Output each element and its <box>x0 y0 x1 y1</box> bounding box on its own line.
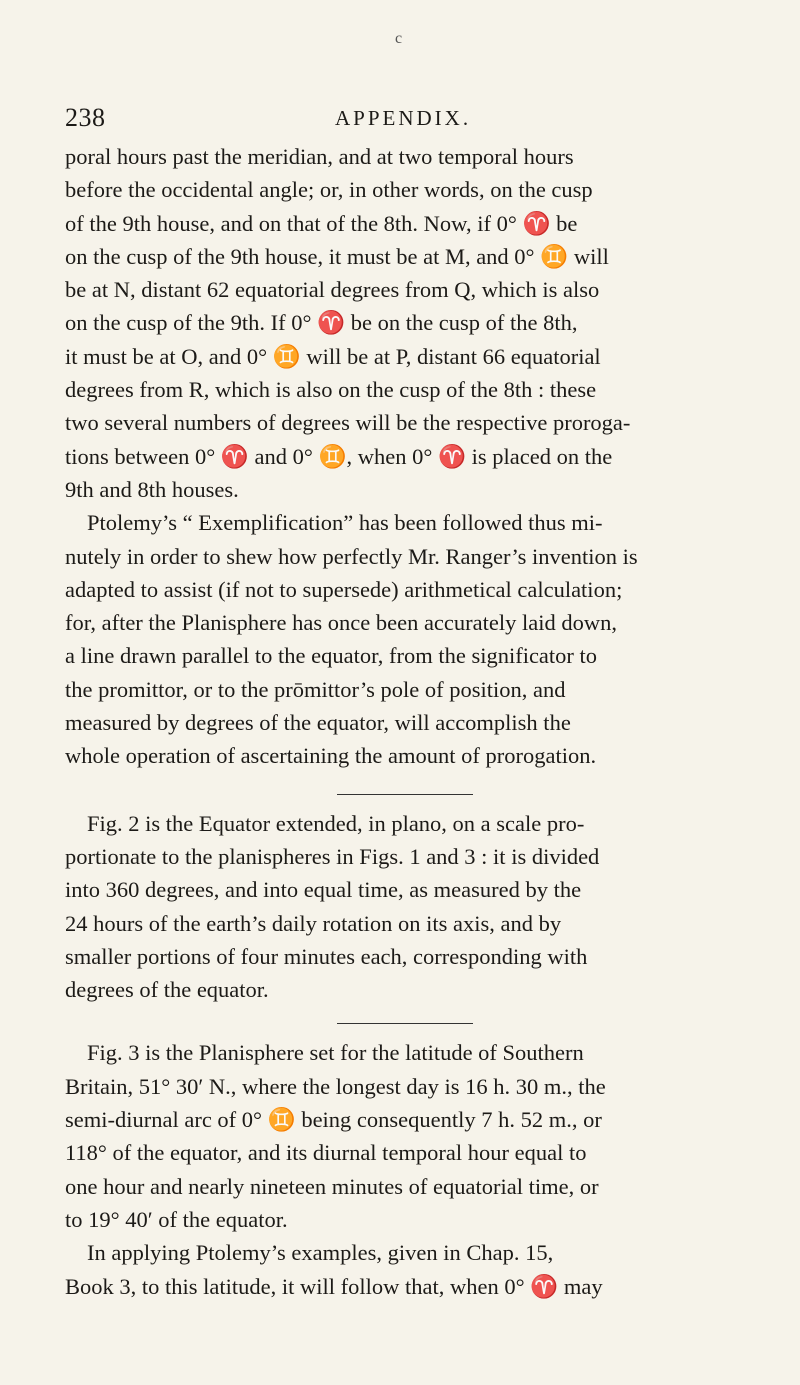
text-line: Britain, 51° 30′ N., where the longest day is 16 h. 30 m., the <box>65 1073 606 1099</box>
paragraph-fig-2 <box>65 807 745 1007</box>
text-line: it must be at O, and 0° ♊ will be at P, distant 66 equatorial <box>65 343 601 369</box>
text-line: 24 hours of the earth’s daily rotation on its axis, and by <box>65 910 562 936</box>
paragraph-exemplification <box>65 506 745 772</box>
text-line: be at N, distant 62 equatorial degrees from Q, which is also <box>65 277 600 303</box>
text-line: before the occidental angle; or, in other words, on the cusp <box>65 177 593 203</box>
text-line: on the cusp of the 9th. If 0° ♈ be on the cusp of the 8th, <box>65 310 578 336</box>
paragraph-prorogations <box>65 140 745 506</box>
text-line: whole operation of ascertaining the amount of prorogation. <box>65 743 597 769</box>
text-line: one hour and nearly nineteen minutes of equatorial time, or <box>65 1173 599 1199</box>
text-line: 118° of the equator, and its diurnal temporal hour equal to <box>65 1140 587 1166</box>
text-line: two several numbers of degrees will be the respective proroga- <box>65 410 631 436</box>
text-line: semi-diurnal arc of 0° ♊ being consequently 7 h. 52 m., or <box>65 1107 602 1133</box>
text-line: Ptolemy’s “ Exemplification” has been followed thus mi- <box>87 510 603 536</box>
page-number: 238 <box>65 103 106 132</box>
paragraph-applying-examples <box>65 1236 745 1303</box>
paragraph-fig-3 <box>65 1036 745 1236</box>
text-line: a line drawn parallel to the equator, from the significator to <box>65 643 598 669</box>
text-line: for, after the Planisphere has once been accurately laid down, <box>65 610 617 636</box>
text-line: nutely in order to shew how perfectly Mr. Ranger’s invention is <box>65 543 638 569</box>
text-line: of the 9th house, and on that of the 8th. Now, if 0° ♈ be <box>65 210 578 236</box>
text-line: degrees from R, which is also on the cusp of the 8th : these <box>65 377 597 403</box>
text-line: on the cusp of the 9th house, it must be at M, and 0° ♊ will <box>65 243 609 269</box>
text-line: smaller portions of four minutes each, corresponding with <box>65 943 588 969</box>
section-divider <box>337 1023 473 1024</box>
text-line: adapted to assist (if not to supersede) arithmetical calculation; <box>65 576 623 602</box>
text-line: Fig. 3 is the Planisphere set for the latitude of Southern <box>87 1040 584 1066</box>
text-line: 9th and 8th houses. <box>65 476 239 502</box>
text-line: degrees of the equator. <box>65 977 269 1003</box>
text-line: measured by degrees of the equator, will accomplish the <box>65 710 571 736</box>
text-line: to 19° 40′ of the equator. <box>65 1206 288 1232</box>
text-line: tions between 0° ♈ and 0° ♊, when 0° ♈ is placed on the <box>65 443 613 469</box>
text-line: In applying Ptolemy’s examples, given in Chap. 15, <box>87 1240 554 1266</box>
running-title: APPENDIX. <box>335 106 472 130</box>
section-divider <box>337 794 473 795</box>
text-line: the promittor, or to the prōmittor’s pole of position, and <box>65 676 566 702</box>
text-line: poral hours past the meridian, and at two temporal hours <box>65 144 574 169</box>
printer-mark: c <box>395 30 403 47</box>
text-line: portionate to the planispheres in Figs. 1 and 3 : it is divided <box>65 843 600 869</box>
page-body <box>65 140 745 1303</box>
text-line: into 360 degrees, and into equal time, as measured by the <box>65 877 582 903</box>
text-line: Fig. 2 is the Equator extended, in plano, on a scale pro- <box>87 810 585 836</box>
text-line: Book 3, to this latitude, it will follow that, when 0° ♈ may <box>65 1273 603 1299</box>
